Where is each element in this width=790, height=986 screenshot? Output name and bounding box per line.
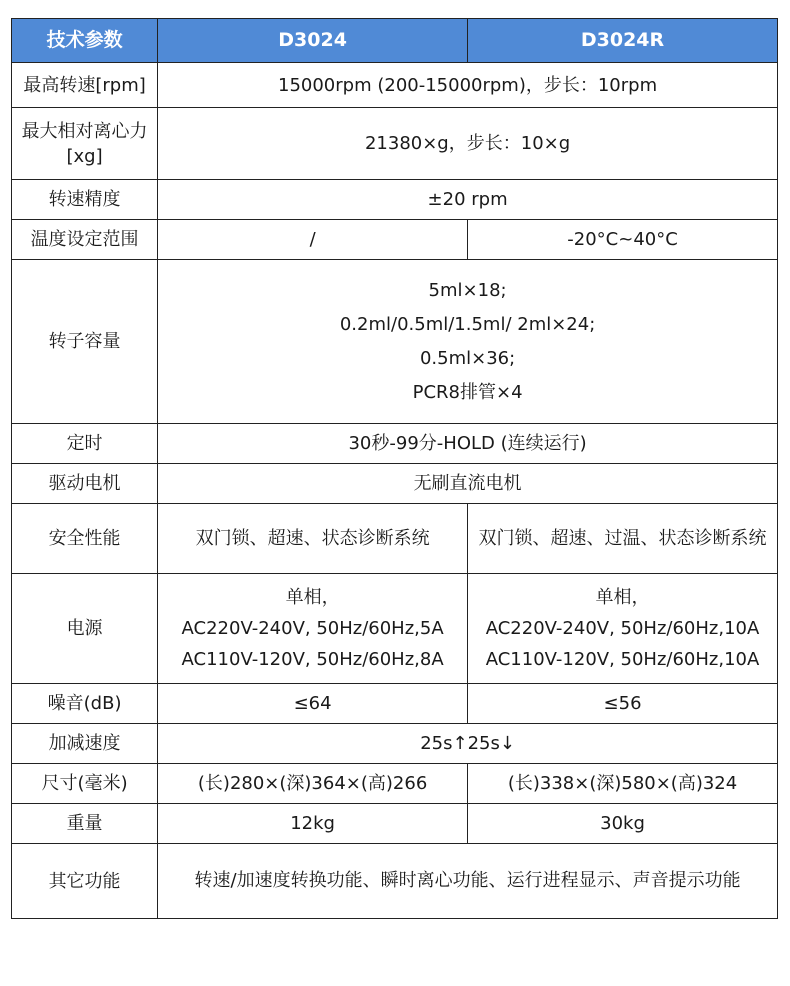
row-value: 无刷直流电机	[158, 464, 778, 504]
row-temp-range	[12, 220, 778, 260]
row-label: 定时	[12, 424, 158, 464]
row-safety	[12, 504, 778, 574]
row-value-b: 双门锁、超速、过温、状态诊断系统	[468, 504, 778, 574]
row-label: 安全性能	[12, 504, 158, 574]
row-label: 加减速度	[12, 724, 158, 764]
rotor-line: 0.2ml/0.5ml/1.5ml/ 2ml×24;	[339, 313, 596, 335]
row-weight	[12, 804, 778, 844]
row-rotor-capacity	[12, 260, 778, 424]
row-value: 30秒-99分-HOLD (连续运行)	[158, 424, 778, 464]
row-max-speed	[12, 63, 778, 108]
rotor-line: 0.5ml×36;	[419, 347, 516, 369]
row-value: 15000rpm (200-15000rpm)，步长：10rpm	[158, 63, 778, 108]
row-value-a: (长)280×(深)364×(高)266	[158, 764, 468, 804]
row-label: 尺寸(毫米)	[12, 764, 158, 804]
row-value-a: 双门锁、超速、状态诊断系统	[158, 504, 468, 574]
row-max-rcf	[12, 108, 778, 180]
power-line: AC110V-120V, 50Hz/60Hz,10A	[485, 649, 760, 670]
row-value: ±20 rpm	[158, 180, 778, 220]
row-value: 21380×g，步长：10×g	[158, 108, 778, 180]
header-param: 技术参数	[12, 19, 158, 63]
row-accel	[12, 724, 778, 764]
row-label: 驱动电机	[12, 464, 158, 504]
header-model-a: D3024	[158, 19, 468, 63]
row-label: 温度设定范围	[12, 220, 158, 260]
row-label: 其它功能	[12, 844, 158, 919]
row-dimensions	[12, 764, 778, 804]
row-label: 噪音(dB)	[12, 684, 158, 724]
row-label: 转速精度	[12, 180, 158, 220]
row-power	[12, 574, 778, 684]
header-row	[12, 19, 778, 63]
row-label: 重量	[12, 804, 158, 844]
row-value-b: (长)338×(深)580×(高)324	[468, 764, 778, 804]
row-value-b: 30kg	[468, 804, 778, 844]
row-value-b	[468, 574, 778, 684]
row-value-a: ≤64	[158, 684, 468, 724]
row-noise	[12, 684, 778, 724]
row-value-a: /	[158, 220, 468, 260]
row-label: 最高转速[rpm]	[12, 63, 158, 108]
row-label: 电源	[12, 574, 158, 684]
row-other	[12, 844, 778, 919]
row-motor	[12, 464, 778, 504]
power-line: AC220V-240V, 50Hz/60Hz,5A	[181, 618, 444, 639]
row-value-b: ≤56	[468, 684, 778, 724]
row-value-a	[158, 574, 468, 684]
row-label: 转子容量	[12, 260, 158, 424]
power-line: 单相，	[285, 587, 340, 608]
power-line: AC220V-240V, 50Hz/60Hz,10A	[485, 618, 760, 639]
rotor-line: 5ml×18;	[428, 279, 507, 301]
row-timer	[12, 424, 778, 464]
power-line: AC110V-120V, 50Hz/60Hz,8A	[181, 649, 444, 670]
row-value: 转速/加速度转换功能、瞬时离心功能、运行进程显示、声音提示功能	[158, 844, 778, 919]
power-line: 单相，	[595, 587, 650, 608]
row-label: 最大相对离心力[xg]	[12, 108, 158, 180]
spec-table	[11, 18, 778, 919]
row-speed-accuracy	[12, 180, 778, 220]
row-value	[158, 260, 778, 424]
row-value: 25s↑25s↓	[158, 724, 778, 764]
row-value-b: -20°C~40°C	[468, 220, 778, 260]
rotor-line: PCR8排管×4	[412, 381, 523, 403]
header-model-b: D3024R	[468, 19, 778, 63]
row-value-a: 12kg	[158, 804, 468, 844]
